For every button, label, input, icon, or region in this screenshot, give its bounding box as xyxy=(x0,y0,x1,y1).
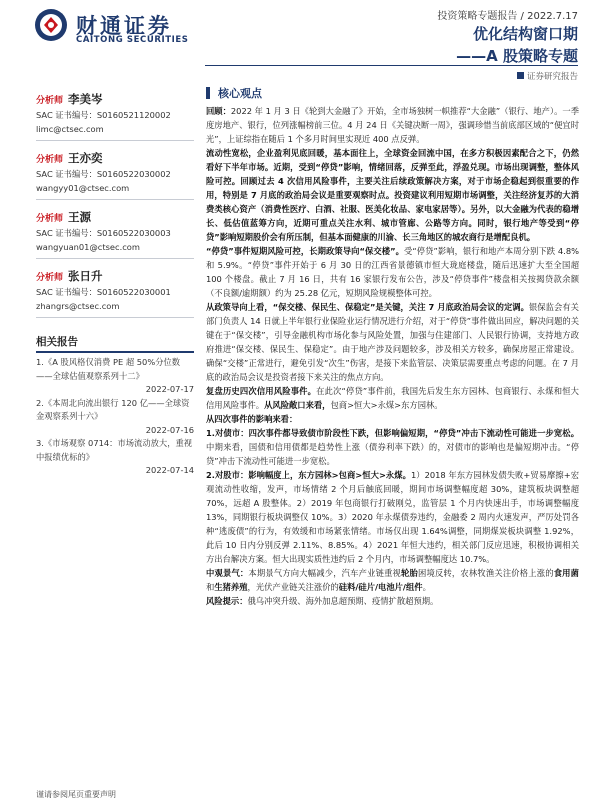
page-header xyxy=(0,0,600,82)
body-text-run: 中期来看，国债和信用债都是趋势性上涨（债券利率下跌）的，对债市的影响也是偏短期冲击。“停贷”冲击下流动性可能进一步宽松。 xyxy=(206,442,579,466)
body-text-run: 俄乌冲突升级、海外加息超预期、疫情扩散超预期。 xyxy=(247,596,439,606)
body-paragraph xyxy=(206,412,579,426)
emphasis-text: 1.对债市：四次事件都导致债市阶段性下跌，但影响偏短期，“停贷”冲击下流动性可能进一步宽松。 xyxy=(206,428,579,438)
analyst-license: SAC 证书编号：S0160522030001 xyxy=(36,287,171,297)
section-title: 核心观点 xyxy=(218,87,262,100)
emphasis-text: 硅料/硅片/电池片/组件 xyxy=(338,582,423,592)
emphasis-text: 轮胎 xyxy=(401,568,419,578)
related-report-item[interactable] xyxy=(36,437,194,478)
emphasis-text: 回顾： xyxy=(206,106,231,116)
sidebar xyxy=(36,82,194,478)
page-footer: 谨请参阅尾页重要声明 xyxy=(36,790,116,799)
logo-text-en: CAITONG SECURITIES xyxy=(76,35,189,45)
body-paragraph xyxy=(206,426,579,468)
related-report-text: 3.《市场观察 0714：市场流动放大，重视中报绩优标的》 xyxy=(36,438,193,462)
section-header xyxy=(206,82,579,104)
logo-text-cn: 财通证券 xyxy=(76,14,172,38)
analyst-email[interactable]: wangyuan01@ctsec.com xyxy=(36,242,140,252)
section-marker xyxy=(206,87,210,99)
analyst-role: 分析师 xyxy=(36,155,64,165)
analyst-email[interactable]: wangyy01@ctsec.com xyxy=(36,183,130,193)
emphasis-text: 食用菌 xyxy=(553,568,579,578)
body-paragraph xyxy=(206,468,579,566)
analyst-role: 分析师 xyxy=(36,273,64,283)
analyst-card xyxy=(36,208,194,259)
org-label-text: 证券研究报告 xyxy=(526,72,578,82)
analyst-license: SAC 证书编号：S0160522030003 xyxy=(36,228,171,238)
report-type-date: 投资策略专题报告 / 2022.7.17 xyxy=(437,11,578,22)
org-label xyxy=(517,70,578,82)
emphasis-text: 流动性宽松，企业盈利见底回暖，基本面往上，全球资金回流中国，在多方积极因素配合之下，仍然看好下半年市场。近期，受到“停贷”影响，情绪回落，反弹至此，浮盈兑现。市场出现调整，整体风险可控。回顾过去 4 次信用风险事件，主要关注后续政策解决方案，对于市场企稳起到很重要的作用，特别是 7 月底的政治局会议是重要观察时点。投资建议利用短期市场调整，关注经济复苏的大消费类核心资产（消费性医疗、白酒、社服、医美化妆品、家电家居等）。另外，以大金融为代表的稳增长、低估值蓝筹方向，近期可重点关注水利、城市管廊、公路等方向。同时，银行地产等受到“停贷”影响短期股价会有所压制，但基本面健康的川渝、长三角地区的城农商行是增配良机。 xyxy=(206,148,579,242)
body-paragraph xyxy=(206,384,579,412)
body-text-run: 本期景气方向大幅减少，汽车产业链重视 xyxy=(248,568,402,578)
body-text-run: 银保监会有关部门负责人 14 日就上半年银行业保险业运行情况进行介绍，对于“停贷”事件做出回应，解决问题的关键在于“保交楼”，引导金融机构市场化参与风险处置，加强与住建部门、人民银行协调，支持地方政府推进“保交楼、保民生、保稳定”。由于地产涉及问题较多，涉及相关方较多，确保房屋正常建设。确保“交楼”正常进行，避免引发“次生”伤害，是接下来监管层、决策层需要重点考虑的问题。在 7 月底的政治局会议是投资者接下来关注的焦点方向。 xyxy=(206,302,579,382)
core-views-body xyxy=(206,104,579,608)
company-logo xyxy=(34,8,234,48)
related-report-item[interactable] xyxy=(36,397,194,438)
body-paragraph xyxy=(206,300,579,384)
related-report-text: 1.《A 股风格仅消费 PE 超 50%分位数——全球估值观察系列十二》 xyxy=(36,357,181,381)
related-report-date: 2022-07-14 xyxy=(145,465,194,475)
analyst-name: 李美岑 xyxy=(68,92,103,106)
body-text-run: 困境反转，农林牧渔关注价格上涨的 xyxy=(418,568,554,578)
analyst-role: 分析师 xyxy=(36,214,64,224)
emphasis-text: 从四次事件的影响来看： xyxy=(206,414,298,424)
emphasis-text: 中观景气： xyxy=(206,568,249,578)
analyst-name: 王亦奕 xyxy=(68,151,103,165)
body-paragraph xyxy=(206,104,579,146)
emphasis-text: 2.对股市：影响幅度上，东方园林>包商>恒大>永煤。 xyxy=(206,470,411,480)
main-content xyxy=(206,82,579,608)
body-text-run: 受“停贷”影响，银行和地产本周分别下跌 4.8%和 5.9%。“停贷”事件开始于 6 月 30 日的江西省景德镇市恒大珑庭楼盘，随后迅速扩大至全国超 100 个楼盘。截止 7 月 16 日，共有 16 家银行发布公告，涉及“停贷事件”楼盘相关按揭贷款余额（不良额/逾期额）约为 25.28 亿元，短期风险规模整体可控。 xyxy=(206,246,579,298)
analyst-name: 张日升 xyxy=(68,269,103,283)
body-paragraph xyxy=(206,594,579,608)
logo-emblem-icon xyxy=(34,8,68,42)
analyst-card xyxy=(36,90,194,141)
body-paragraph xyxy=(206,146,579,244)
emphasis-text: “停贷”事件短期风险可控，长期政策导向“保交楼”。 xyxy=(206,246,405,256)
analyst-name: 王源 xyxy=(68,210,92,224)
related-report-date: 2022-07-16 xyxy=(145,424,194,435)
emphasis-text: 生猪养殖 xyxy=(214,582,248,592)
body-text-run: 包商>恒大>永煤>东方园林。 xyxy=(330,400,443,410)
body-text-run: 2022 年 1 月 3 日《轮到大金融了》开始，全市场独树一帜推荐“大金融”（银行、地产）。一季度房地产、银行，位列涨幅榜前三位。4 月 24 日《关键决断一周》，强调珍惜当前底部区域的“便宜时光”，上证综指在随后 1 个多月时间里实现近 400 点反弹。 xyxy=(206,106,579,144)
related-report-item[interactable] xyxy=(36,356,194,397)
title-divider xyxy=(205,65,578,66)
emphasis-text: 从风险敞口来看， xyxy=(264,400,331,410)
analyst-license: SAC 证书编号：S0160522030002 xyxy=(36,169,171,179)
analyst-card xyxy=(36,267,194,318)
body-paragraph xyxy=(206,566,579,594)
body-paragraph xyxy=(206,244,579,300)
analyst-license: SAC 证书编号：S0160521120002 xyxy=(36,110,171,120)
emphasis-text: 复盘历史四次信用风险事件。 xyxy=(206,386,317,396)
body-text-run: 。 xyxy=(422,582,431,592)
body-text-run: ，光伏产业链关注涨价的 xyxy=(247,582,339,592)
report-title: 优化结构窗口期 xyxy=(472,25,578,43)
analyst-email[interactable]: limc@ctsec.com xyxy=(36,124,104,134)
related-report-text: 2.《本周北向流出银行 120 亿——全球资金观察系列十六》 xyxy=(36,397,190,421)
related-reports-title: 相关报告 xyxy=(36,334,194,353)
analyst-role: 分析师 xyxy=(36,96,64,106)
emphasis-text: 风险提示： xyxy=(206,596,248,606)
analyst-card xyxy=(36,149,194,200)
report-icon xyxy=(517,72,524,79)
analyst-email[interactable]: zhangrs@ctsec.com xyxy=(36,301,120,311)
report-subtitle: ——A 股策略专题 xyxy=(456,47,578,65)
related-reports xyxy=(36,334,194,478)
related-report-date: 2022-07-17 xyxy=(145,384,194,394)
body-text-run: 1）2018 年东方园林发债失败+贸易摩擦+宏观流动性收缩，发声，市场情绪 2 个月后触底回暖，期间市场调整幅度超 30%，建筑板块调整超 70%，远超 A 股整体。2）2019 年包商银行打破刚兑，监管层 1 个月内快速出手，市场调整幅度 13%，同期银行板块调整仅 10%。3）2020 年永煤债券违约，金融委 2 周内火速发声，严厉处罚各种“逃废债”的行为，有效缓和市场紧张情绪。市场仅出现 1.64%调整，同期煤炭板块调整 1.92%，此后 10 日内分别反弹 2.11%、8.85%。4）2021 年恒大违约，相关部门反应迅速，积极协调相关方出台解决方案。恒大出现实质性违约后 2 个月内，市场调整幅度达 10.7%。 xyxy=(206,470,579,564)
body-text-run: 和 xyxy=(206,582,215,592)
body-text-run: 在此次“停贷”事件前，我国先后发生东方园林、包商银行、永煤和恒大信用风险事件。 xyxy=(206,386,579,410)
emphasis-text: 从政策导向上看，“保交楼、保民生、保稳定”是关键，关注 7 月底政治局会议的定调。 xyxy=(206,302,529,312)
